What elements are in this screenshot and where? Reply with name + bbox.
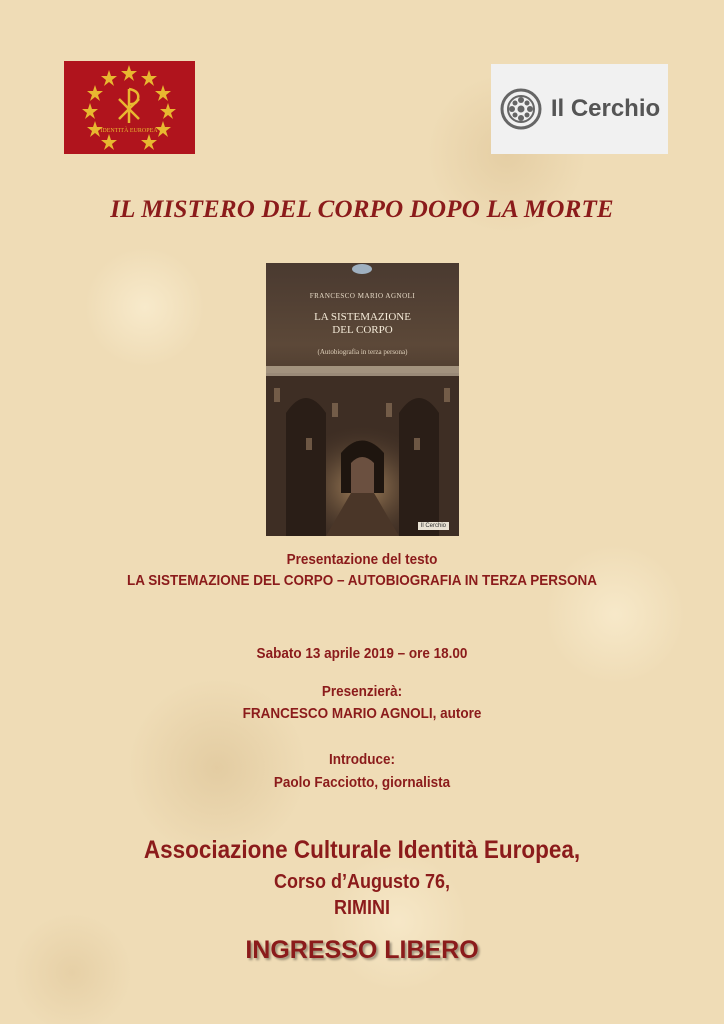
presenter-label: Presenzierà: [321,683,403,700]
venue-city: RIMINI [334,897,390,919]
event-date-time: Sabato 13 aprile 2019 – ore 18.00 [256,645,468,662]
book-cover [266,263,459,536]
venue-address: Corso d’Augusto 76, [273,871,451,893]
il-cerchio-logo [491,64,668,154]
cover-band [266,366,459,376]
identita-europea-logo [64,61,195,154]
logo-left-text: IDENTITÀ EUROPEA [100,128,158,134]
cover-publisher-emblem [352,264,372,274]
chi-rho-emblem-icon [64,61,195,154]
cover-subtitle: (Autobiografia in terza persona) [317,348,408,356]
poster-title: IL MISTERO DEL CORPO DOPO LA MORTE [110,196,614,223]
star-icon [121,65,137,81]
star-icon [82,103,98,119]
star-icon [101,134,117,150]
presentation-label: Presentazione del testo [286,551,438,568]
star-icon [160,103,176,119]
star-icon [101,70,117,86]
entry-notice: INGRESSO LIBERO [245,936,479,964]
introducer-name: Paolo Facciotto, giornalista [273,774,451,791]
star-icon [141,70,157,86]
introducer-label: Introduce: [328,751,396,768]
cover-title: LA SISTEMAZIONE DEL CORPO [314,311,411,336]
star-icon [87,85,103,101]
venue-name: Associazione Culturale Identità Europea, [143,836,581,864]
logo-right-text: Il Cerchio [550,95,661,122]
star-icon [155,85,171,101]
cover-publisher: Il Cerchio [418,522,449,530]
presenter-name: FRANCESCO MARIO AGNOLI, autore [242,705,482,722]
presentation-book-title: LA SISTEMAZIONE DEL CORPO – AUTOBIOGRAFIA IN TERZA PERSONA [126,572,598,589]
book-cover-illustration [266,263,459,536]
star-icon [141,134,157,150]
rosette-icon [499,87,543,131]
cover-author: FRANCESCO MARIO AGNOLI [309,292,416,300]
